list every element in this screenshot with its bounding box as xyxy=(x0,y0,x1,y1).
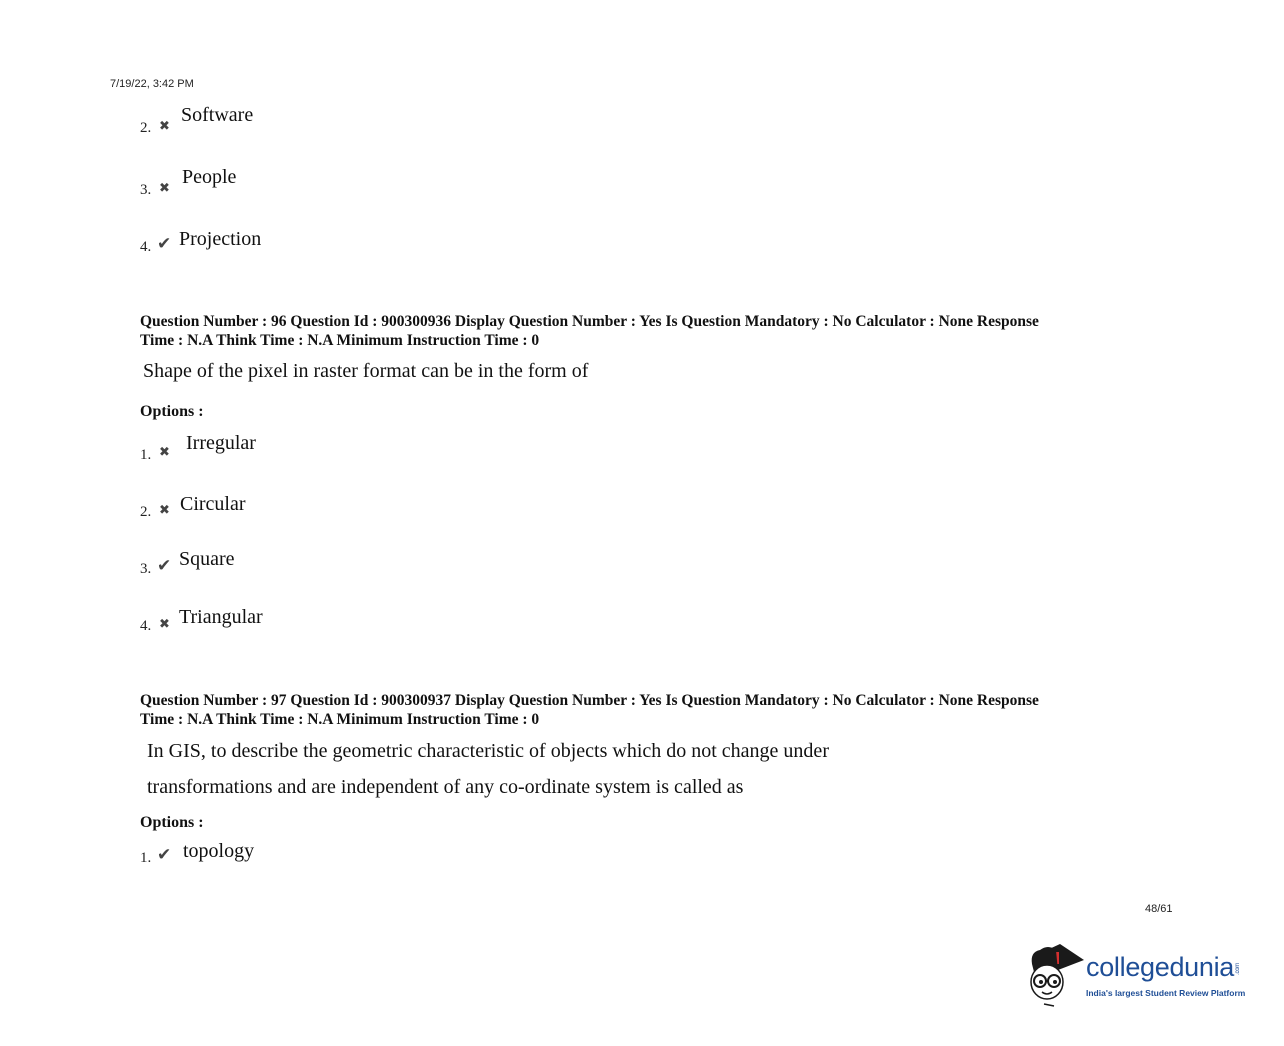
cross-icon: ✖ xyxy=(159,180,170,195)
option-text: Circular xyxy=(180,493,246,515)
question-text-line2: transformations and are independent of any co-ordinate system is called as xyxy=(147,776,744,798)
question-meta xyxy=(140,691,1150,729)
options-label: Options : xyxy=(140,403,204,420)
page-number: 48/61 xyxy=(1145,903,1173,915)
cross-icon: ✖ xyxy=(159,444,170,459)
brand-name: collegedunia.com xyxy=(1086,952,1242,982)
timestamp: 7/19/22, 3:42 PM xyxy=(110,78,194,90)
option-number: 1. xyxy=(140,447,152,463)
mascot-icon xyxy=(1026,938,1086,1010)
question-meta xyxy=(140,312,1150,350)
question-meta-line2: Time : N.A Think Time : N.A Minimum Instruction Time : 0 xyxy=(140,711,540,728)
option-number: 2. xyxy=(140,120,152,136)
check-icon: ✔ xyxy=(157,845,172,864)
option-text: People xyxy=(182,166,237,188)
question-meta-line1: Question Number : 96 Question Id : 900300936 Display Question Number : Yes Is Question Mandatory : No Calculator : None Response xyxy=(140,313,1039,330)
option-text: Square xyxy=(179,548,235,570)
option-text: Triangular xyxy=(179,606,263,628)
option-number: 1. xyxy=(140,850,152,866)
option-number: 4. xyxy=(140,618,152,634)
cross-icon: ✖ xyxy=(159,118,170,133)
option-text: Software xyxy=(181,104,254,126)
collegedunia-logo xyxy=(1026,938,1256,1010)
option-number: 2. xyxy=(140,504,152,520)
option-number: 4. xyxy=(140,239,152,255)
option-text: topology xyxy=(183,840,255,862)
check-icon: ✔ xyxy=(157,556,172,575)
brand-tagline: India's largest Student Review Platform xyxy=(1086,988,1246,998)
option-number: 3. xyxy=(140,561,152,577)
question-meta-line2: Time : N.A Think Time : N.A Minimum Instruction Time : 0 xyxy=(140,332,540,349)
check-icon: ✔ xyxy=(157,234,172,253)
cross-icon: ✖ xyxy=(159,502,170,517)
brand-suffix: .com xyxy=(1235,962,1242,975)
option-text: Irregular xyxy=(186,432,256,454)
question-text-line1: In GIS, to describe the geometric characteristic of objects which do not change under xyxy=(147,740,829,762)
options-label: Options : xyxy=(140,814,204,831)
option-number: 3. xyxy=(140,182,152,198)
question-meta-line1: Question Number : 97 Question Id : 900300937 Display Question Number : Yes Is Question Mandatory : No Calculator : None Response xyxy=(140,692,1039,709)
cross-icon: ✖ xyxy=(159,616,170,631)
question-text: Shape of the pixel in raster format can be in the form of xyxy=(143,360,589,382)
option-text: Projection xyxy=(179,228,262,250)
